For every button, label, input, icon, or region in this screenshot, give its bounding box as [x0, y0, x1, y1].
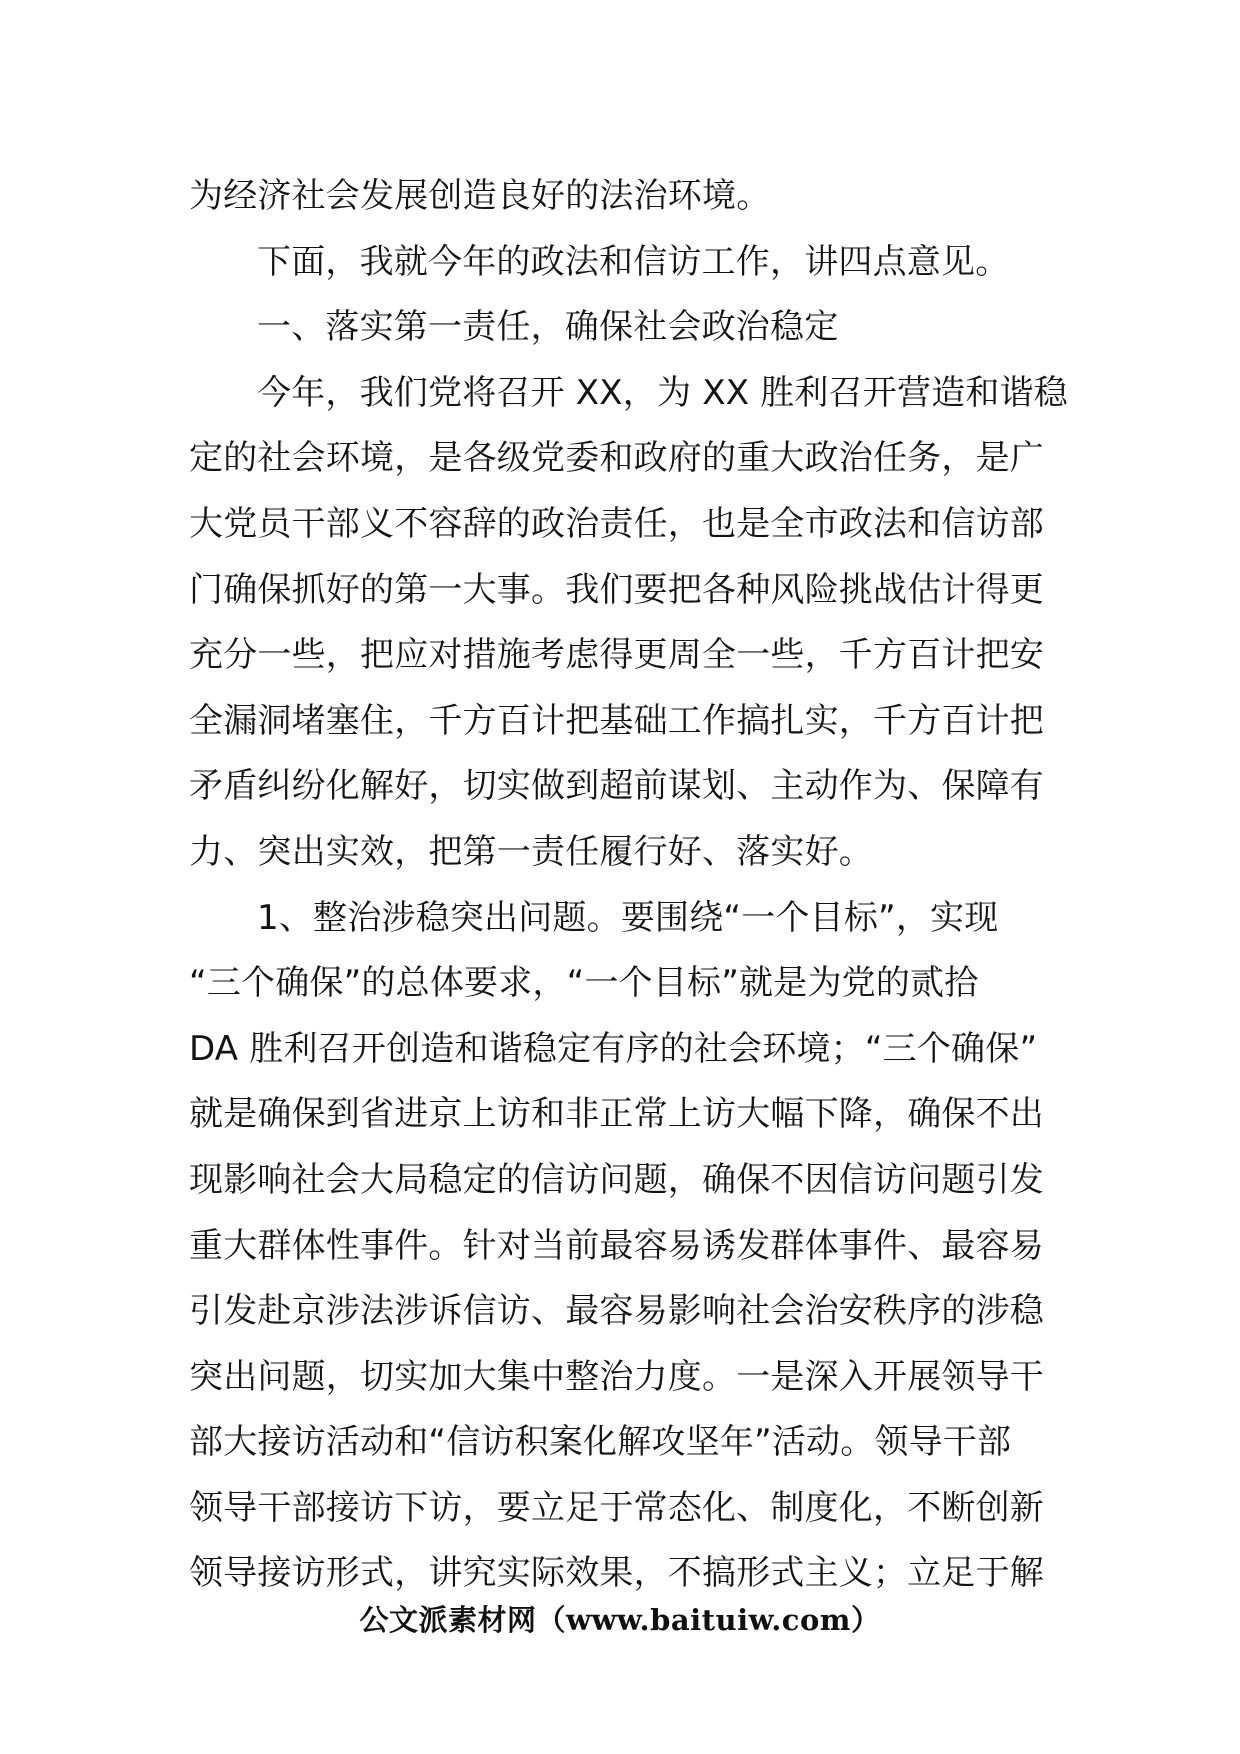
text-line: 1、整治涉稳突出问题。要围绕“一个目标”，实现: [257, 897, 999, 938]
text-line: 领导干部接访下访，要立足于常态化、制度化，不断创新: [189, 1487, 1044, 1528]
document-body: [189, 164, 1068, 1607]
text-line: 全漏洞堵塞住，千方百计把基础工作搞扎实，千方百计把: [189, 700, 1044, 741]
text-line: 现影响社会大局稳定的信访问题，确保不因信访问题引发: [189, 1159, 1044, 1200]
text-line: 矛盾纠纷化解好，切实做到超前谋划、主动作为、保障有: [189, 766, 1044, 807]
text-line: 充分一些，把应对措施考虑得更周全一些，千方百计把安: [189, 635, 1044, 676]
text-line: DA 胜利召开创造和谐稳定有序的社会环境；“三个确保”: [189, 1028, 1038, 1069]
footer-watermark: 公文派素材网（www.baituiw.com）: [359, 1603, 881, 1637]
text-line: 重大群体性事件。针对当前最容易诱发群体事件、最容易: [189, 1225, 1044, 1266]
text-line: 领导接访形式，讲究实际效果，不搞形式主义；立足于解: [189, 1553, 1044, 1594]
text-line: 为经济社会发展创造良好的法治环境。: [189, 176, 771, 216]
text-line: 今年，我们党将召开 XX，为 XX 胜利召开营造和谐稳: [257, 372, 1068, 413]
section-heading: 一、落实第一责任，确保社会政治稳定: [257, 307, 839, 348]
text-line: 就是确保到省进京上访和非正常上访大幅下降，确保不出: [189, 1094, 1044, 1135]
text-line: 突出问题，切实加大集中整治力度。一是深入开展领导干: [189, 1356, 1044, 1397]
text-line: 部大接访活动和“信访积案化解攻坚年”活动。领导干部: [189, 1422, 1012, 1463]
text-line: 力、突出实效，把第一责任履行好、落实好。: [189, 831, 873, 872]
text-line: 门确保抓好的第一大事。我们要把各种风险挑战估计得更: [189, 569, 1044, 610]
text-line: “三个确保”的总体要求，“一个目标”就是为党的贰拾: [189, 963, 979, 1004]
text-line: 引发赴京涉法涉诉信访、最容易影响社会治安秩序的涉稳: [189, 1291, 1044, 1332]
text-line: 定的社会环境，是各级党委和政府的重大政治任务，是广: [189, 438, 1044, 479]
text-line: 大党员干部义不容辞的政治责任，也是全市政法和信访部: [189, 503, 1044, 544]
text-line: 下面，我就今年的政法和信访工作，讲四点意见。: [257, 241, 1010, 282]
